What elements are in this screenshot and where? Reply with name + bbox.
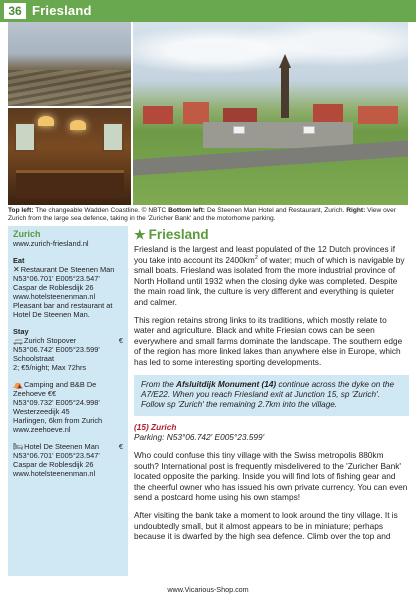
restaurant-interior-photo (8, 108, 131, 205)
bed-icon: 🛏 (13, 442, 24, 451)
tidal-flats (8, 70, 131, 106)
sidebar-title: Zurich (13, 229, 41, 239)
star-icon: ★ (134, 227, 146, 242)
motorhome (233, 126, 245, 134)
paragraph: This region retains strong links to its traditions, which mostly relate to water and agriculture. Black and white Friesian cows can be seen everywhere and small farms dominate the landscape. The southern edge of the region has more linked lakes than anywhere else in Europe, which has led to some interesting sporting developments. (134, 314, 403, 367)
entry-name: Camping and B&B De (23, 380, 97, 389)
sky (133, 22, 408, 92)
entry-name: Hotel De Steenen Man (24, 442, 99, 451)
spacer (13, 434, 123, 442)
entry-address: Schoolstraat (13, 354, 55, 363)
paragraph: Who could confuse this tiny village with the Swiss metropolis 880km south? International post is frequently misdelivered to the 'Zuricher Bank' located opposite the parking. Inside you will find lots of fishing gear and the cheerful owner who has issued his own private currency. You can even send a postcard home using his own stamps! (134, 449, 408, 503)
caption-label: Right: (346, 207, 366, 214)
wadden-coastline-photo (8, 22, 131, 106)
info-sidebar (8, 226, 128, 576)
stay-entry (13, 336, 123, 372)
entry-address: Westerzeedijk 45 (13, 407, 70, 416)
poi-title: (15) Zurich (134, 421, 177, 432)
directions-landmark: Afsluitdijk Monument (14) (176, 379, 277, 389)
tent-icon: ⛺ (13, 380, 23, 389)
eat-entry (13, 265, 123, 319)
directions-text: continue across the dyke on the A7/E22. When you reach Friesland exit at Junction 15, sp 'Zurich'. Follow sp 'Zurich' the remaining 2.7km into the village. (141, 379, 395, 410)
motorhome (303, 126, 315, 134)
house (313, 104, 343, 124)
entry-address: Caspar de Roblesdijk 26 (13, 283, 94, 292)
entry-address: Caspar de Roblesdijk 26 (13, 460, 94, 469)
page-header (0, 0, 416, 22)
paragraph-text: Friesland is the largest and least populated of the 12 Dutch provinces if you take into account its 2400km (134, 244, 396, 265)
entry-name: Zeehoeve €€ (13, 389, 57, 398)
parking-lot (203, 122, 353, 148)
table (16, 170, 124, 198)
lamp (70, 120, 86, 130)
lamp (38, 116, 54, 126)
house (143, 106, 173, 124)
entry-coords: N53°06.701' E005°23.547' (13, 451, 100, 460)
entry-coords: N53°09.732' E005°24.998' (13, 398, 100, 407)
motorhome-icon: 🚐 (13, 336, 23, 345)
spacer (13, 372, 123, 380)
entry-details: 2; €5/night; Max 72hrs (13, 363, 87, 372)
entry-website[interactable]: www.hotelsteenenman.nl (13, 292, 96, 301)
caption-label: Top left: (8, 207, 34, 214)
paragraph: After visiting the bank take a moment to look around the tiny village. It is undoubtedly small, but it almost appears to be in miniature; perhaps because it is dwarfed by the high sea defence. Climb over the top and (134, 509, 398, 542)
price-symbol: € (118, 336, 123, 345)
entry-name: Zurich Stopover (23, 336, 77, 345)
section-title-text: Friesland (148, 227, 209, 242)
house (183, 102, 209, 124)
entry-name: Restaurant De Steenen Man (20, 265, 115, 274)
photo-caption (8, 207, 408, 224)
window (102, 122, 124, 152)
house (358, 106, 398, 124)
entry-website[interactable]: www.hotelsteenenman.nl (13, 469, 96, 478)
section-title (134, 226, 409, 244)
directions-text: From the (141, 379, 177, 389)
stay-entry (13, 442, 123, 478)
poi-parking: Parking: N53°06.742' E005°23.599' (134, 432, 265, 443)
zurich-view-photo (133, 22, 408, 205)
paragraph (134, 244, 409, 308)
main-article (134, 226, 409, 549)
chapter-title: Friesland (32, 3, 92, 18)
eat-heading: Eat (13, 256, 25, 265)
directions-box (134, 375, 409, 416)
entry-coords: N53°06.701' E005°23.547' (13, 274, 100, 283)
entry-coords: N53°06.742' E005°23.599' (13, 345, 100, 354)
stay-entry (13, 380, 123, 434)
paragraph-text: of water; much of which is navigable by small boats. Friesland was isolated from the more industrial province of North Holland until 1932 when the closing dyke was completed. Despite the main road link, the culture is very different and everything is quieter and calmer. (134, 254, 405, 307)
caption-text: De Steenen Man Hotel and Restaurant, Zurich. (205, 207, 347, 214)
fork-knife-icon: ✕ (13, 265, 20, 274)
superscript: 2 (254, 254, 258, 261)
footer-website[interactable]: www.Vicarious-Shop.com (167, 585, 249, 594)
price-symbol: € (118, 442, 123, 451)
entry-website[interactable]: www.zeehoeve.nl (13, 425, 71, 434)
caption-label: Bottom left: (168, 207, 206, 214)
caption-text: View over Zurich from the large sea defence, taking in the 'Zuricher Bank' and the motorhome parking. (8, 207, 396, 223)
stay-heading: Stay (13, 327, 29, 336)
website-link[interactable]: www.zurich-friesland.nl (13, 239, 89, 248)
village-houses (143, 94, 403, 124)
photo-collage (8, 22, 408, 205)
page-number: 36 (4, 3, 26, 19)
window (14, 122, 36, 152)
entry-description: Pleasant bar and restaurant at (13, 301, 113, 310)
entry-details: Harlingen, 6km from Zurich (13, 416, 103, 425)
entry-description: Hotel De Steenen Man. (13, 310, 90, 319)
caption-text: The changeable Wadden Coastline. © NBTC (33, 207, 169, 214)
